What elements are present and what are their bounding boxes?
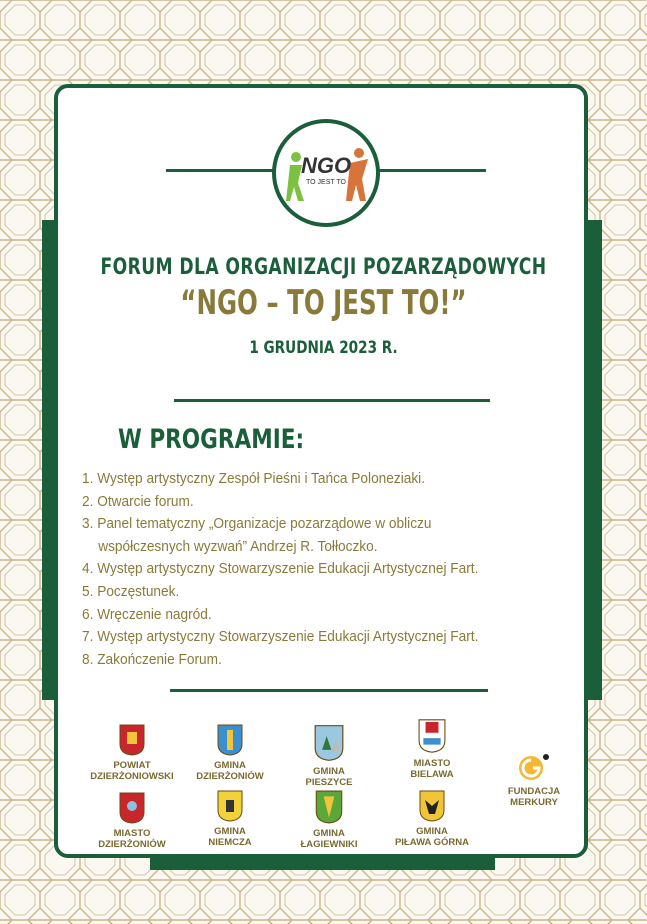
list-item: 6. Wręczenie nagród. (82, 605, 212, 623)
ngo-logo (272, 119, 380, 227)
sponsor-miasto-dzierzoniow: MIASTO DZIERŻONIÓW (82, 792, 182, 850)
list-item: 3. Panel tematyczny „Organizacje pozarządowe w obliczu (82, 515, 432, 533)
list-item: współczesnych wyzwań” Andrzej R. Tołłoczko. (98, 537, 378, 555)
ngo-logo-text: NGO (300, 153, 352, 178)
sponsor-gmina-lagiewniki: GMINA ŁAGIEWNIKI (279, 790, 379, 850)
event-title: FORUM DLA ORGANIZACJI POZARZĄDOWYCH (100, 255, 547, 280)
crest-tree-icon (314, 724, 344, 762)
list-item: 2. Otwarcie forum. (82, 492, 194, 510)
logo-line-left (166, 169, 276, 172)
list-item: 8. Zakończenie Forum. (82, 650, 222, 668)
sponsor-gmina-pieszyce: GMINA PIESZYCE (279, 724, 379, 788)
list-item: 4. Występ artystyczny Stowarzyszenie Edukacji Artystycznej Fart. (82, 560, 479, 578)
sponsor-gmina-dzierzoniow: GMINA DZIERŻONIÓW (180, 724, 280, 782)
crest-yellow-icon (217, 790, 243, 822)
sponsor-miasto-bielawa: MIASTO BIELAWA (382, 718, 482, 780)
crest-red-icon (119, 792, 145, 824)
crest-sheaf-icon (314, 790, 344, 824)
merkury-logo-icon (517, 752, 551, 782)
event-slogan: “NGO – TO JEST TO!” (180, 283, 467, 323)
sponsor-fundacja-merkury: FUNDACJA MERKURY (484, 752, 584, 808)
program-heading: W PROGRAMIE: (118, 424, 305, 455)
crest-red-icon (119, 724, 145, 756)
crest-blue-icon (217, 724, 243, 756)
divider-top (174, 399, 490, 402)
list-item: 5. Poczęstunek. (82, 582, 180, 600)
divider-bottom (170, 689, 488, 692)
list-item: 1. Występ artystyczny Zespół Pieśni i Tańca Poloneziaki. (82, 470, 426, 487)
logo-line-right (378, 169, 486, 172)
sponsor-gmina-niemcza: GMINA NIEMCZA (180, 790, 280, 848)
sponsor-powiat-dzierzoniowski: POWIAT DZIERŻONIOWSKI (82, 724, 182, 782)
sponsor-gmina-pilawa-gorna: GMINA PIŁAWA GÓRNA (382, 790, 482, 848)
list-item: 7. Występ artystyczny Stowarzyszenie Edukacji Artystycznej Fart. (82, 628, 479, 646)
ngo-logo-subtext: TO JEST TO (306, 179, 346, 186)
crest-eagle-icon (418, 790, 446, 822)
crest-tower-icon (418, 718, 446, 754)
program-list (82, 468, 582, 671)
event-date: 1 GRUDNIA 2023 R. (249, 338, 398, 358)
